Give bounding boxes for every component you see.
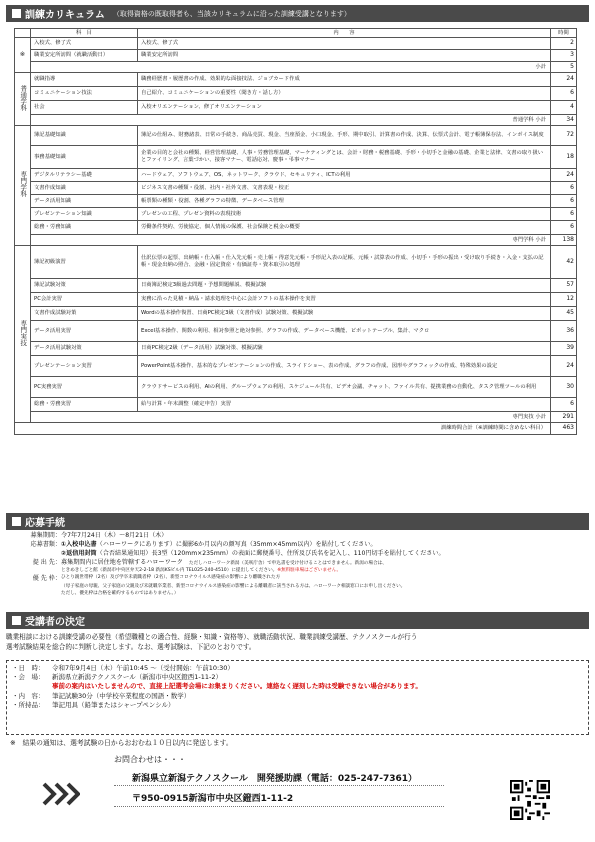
hours-cell: 24 bbox=[551, 356, 577, 377]
hours-cell: 45 bbox=[551, 307, 577, 321]
table-row bbox=[15, 221, 577, 235]
submit-row bbox=[14, 558, 584, 567]
content-cell: PowerPoint基本操作、基本的なプレゼンテーションの作成、スライドショー、表の作成、グラフの作成、図形やグラフィックの作成、特殊効果の設定 bbox=[138, 356, 551, 377]
content-cell: 仕訳伝票の起票、出納帳・仕入帳・仕入先元帳・売上帳・得意先元帳・手形記入表の記帳、元帳・試算表の作成、小切手・手形の振出・受け取り手続き・入金・支払の記帳・現金出納の照合、金融・固定資産・有価証券・資本取引の処理 bbox=[138, 246, 551, 279]
header-hours: 時間 bbox=[551, 29, 577, 38]
subject-cell: データ活用試験対策 bbox=[31, 342, 138, 356]
contact-section bbox=[40, 754, 570, 838]
content-cell: 日商PC検定2級（データ活用）試験対策、模擬試験 bbox=[138, 342, 551, 356]
table-row bbox=[15, 101, 577, 115]
subject-cell: 入校式、修了式 bbox=[31, 38, 138, 50]
decision-text-2: 選考試験結果を総合的に判断し決定します。なお、選考試験は、下記のとおりです。 bbox=[6, 643, 256, 651]
content-cell: ビジネス文書の種類・役割、社内・社外文書、文書表現・校正 bbox=[138, 182, 551, 195]
hours-cell: 30 bbox=[551, 377, 577, 398]
hours-cell: 6 bbox=[551, 398, 577, 412]
docs-row-2 bbox=[14, 549, 584, 558]
header-content: 内 容 bbox=[138, 29, 551, 38]
period-label: 募集期間： bbox=[30, 532, 61, 539]
chevron-arrows-icon bbox=[40, 774, 80, 814]
hours-cell: 6 bbox=[551, 195, 577, 208]
curriculum-title: 訓練カリキュラム bbox=[25, 10, 105, 21]
priority-1: ひとり親世帯枠（2名）及び学卒未就職者枠（2名）、新型コロナウイルス感染症の影響により離職された方 bbox=[61, 575, 281, 580]
doc1-name: ①入校申込書 bbox=[61, 541, 97, 548]
subject-cell: データ活用知識 bbox=[31, 195, 138, 208]
content-cell: 企業の目的と会社の種類、経営管理基礎、人事・労務管理基礎、マーケティングとは、会計・財務・税務基礎、手形・小切手と金融の基礎、企業と法律、文書の取り扱いとファイリング、言葉づかい、接客マナー、電話応対、慶事・弔事マナー bbox=[138, 146, 551, 169]
hours-cell: 6 bbox=[551, 87, 577, 101]
header-blank bbox=[15, 29, 31, 38]
content-cell: クラウドサービスの利用、AIの利用、グループウェアの利用、スケジュール共有、ビデオ会議、チャット、ファイル共有、提携業務の自動化、タスク管理ツールの利用 bbox=[138, 377, 551, 398]
submit-note-row bbox=[14, 567, 584, 574]
subtotal-row bbox=[15, 62, 577, 73]
curriculum-note: （取得資格の既取得者も、当該カリキュラムに沿った訓練受講となります） bbox=[112, 9, 351, 18]
period-value: 令7年7月24日（木）～8月21日（木） bbox=[61, 532, 168, 539]
decision-title: 受講者の決定 bbox=[25, 617, 85, 628]
subtotal-row bbox=[15, 115, 577, 126]
application-section bbox=[14, 531, 584, 597]
table-row bbox=[15, 321, 577, 342]
table-row bbox=[15, 293, 577, 307]
hours-cell: 3 bbox=[551, 50, 577, 62]
submit-label: 提 出 先： bbox=[32, 559, 61, 566]
content-cell: 入校オリエンテーション、修了オリエンテーション bbox=[138, 101, 551, 115]
decision-header bbox=[6, 612, 589, 629]
content-cell: 日商簿記検定3級過去問題・予想問題解説、模擬試験 bbox=[138, 279, 551, 293]
hours-cell: 39 bbox=[551, 342, 577, 356]
hours-cell: 36 bbox=[551, 321, 577, 342]
table-row bbox=[15, 342, 577, 356]
subject-cell: 総務・労務知識 bbox=[31, 221, 138, 235]
hours-cell: 6 bbox=[551, 182, 577, 195]
table-row bbox=[15, 169, 577, 182]
hours-cell: 18 bbox=[551, 146, 577, 169]
table-row bbox=[15, 73, 577, 87]
content-cell: Excel基本操作、関数の利用、相対参照と絶対参照、グラフの作成、データベース機能、ピボットテーブル、集計、マクロ bbox=[138, 321, 551, 342]
square-bullet-icon bbox=[12, 9, 21, 18]
exam-content-label: ・内 容： bbox=[12, 691, 45, 700]
subject-cell: 簿記試験対策 bbox=[31, 279, 138, 293]
hours-cell: 12 bbox=[551, 293, 577, 307]
content-cell: 簿記の仕組み、財務諸表、日常の手続き、商品売買、現金、当座預金、小口現金、手形、期中取引、計算書の作成、決算、伝票式会計、電子帳簿保存法、インボイス制度 bbox=[138, 126, 551, 146]
hours-cell: 57 bbox=[551, 279, 577, 293]
category-label: 専門学科 bbox=[19, 171, 28, 198]
content-cell: 職務経歴書・履歴書の作成、効果的な面接技法、ジョブカード作成 bbox=[138, 73, 551, 87]
hours-cell: 24 bbox=[551, 73, 577, 87]
table-header-row bbox=[15, 29, 577, 38]
priority-3: ただし、優先枠は合格を確約するものではありません。） bbox=[61, 591, 179, 596]
priority-label: 優 先 枠： bbox=[32, 575, 61, 582]
exam-items: 筆記用具（鉛筆またはシャープペンシル） bbox=[52, 700, 175, 709]
total-label: 訓練時間合計（※訓練時間に含めない科目） bbox=[15, 423, 551, 435]
decision-text-1: 職業相談における訓練受講の必要性（希望職種との適合性、経験・知識・資格等）、就職活動状況、職業訓練受講歴、テクノスクールが行う bbox=[6, 633, 418, 641]
exam-info-box bbox=[6, 660, 589, 735]
hours-cell: 24 bbox=[551, 169, 577, 182]
priority-row-3 bbox=[14, 590, 584, 597]
square-bullet-icon bbox=[12, 616, 21, 625]
table-row bbox=[15, 38, 577, 50]
curriculum-table bbox=[14, 28, 576, 435]
subtotal-label: 専門学科 小計 bbox=[31, 235, 551, 246]
table-row bbox=[15, 126, 577, 146]
subject-cell: 文書作成試験対策 bbox=[31, 307, 138, 321]
subject-cell: デジタルリテラシー基礎 bbox=[31, 169, 138, 182]
priority-row bbox=[14, 574, 584, 583]
subtotal-value: 291 bbox=[551, 412, 577, 423]
subtotal-row bbox=[15, 235, 577, 246]
header-subject: 科 目 bbox=[31, 29, 138, 38]
hours-cell: 72 bbox=[551, 126, 577, 146]
subtotal-label: 小計 bbox=[31, 62, 551, 73]
contact-divider bbox=[114, 785, 444, 786]
content-cell: 実務に沿った見積・納品・請求処理を中心に会計ソフトの基本操作を実習 bbox=[138, 293, 551, 307]
hours-cell: 2 bbox=[551, 38, 577, 50]
table-row bbox=[15, 146, 577, 169]
hours-cell: 6 bbox=[551, 208, 577, 221]
total-row bbox=[15, 423, 577, 435]
parking-note: ※無料駐車場はございません。 bbox=[277, 568, 342, 573]
subtotal-value: 34 bbox=[551, 115, 577, 126]
subject-cell: 文書作成知識 bbox=[31, 182, 138, 195]
content-cell: 労働条件契約、労使協定、個人情報の保護、社会保険と税金の概要 bbox=[138, 221, 551, 235]
exam-venue-note: 事前の案内はいたしませんので、直接上記選考会場にお集まりください。連絡なく遅刻した時は受験できない場合があります。 bbox=[52, 682, 422, 691]
submit-value: 募集期間内に居住地を管轄するハローワーク bbox=[61, 559, 183, 566]
content-cell: プレゼンの工程、プレゼン資料の表現技術 bbox=[138, 208, 551, 221]
priority-2: （母子家庭の母親、父子家庭の父親及び未就職卒業者、新型コロナウイルス感染症の影響による離職者に該当される方は、ハローワーク相談窓口にお申し出ください。 bbox=[61, 584, 406, 589]
exam-items-row bbox=[12, 701, 583, 710]
subject-cell: 事務基礎知識 bbox=[31, 146, 138, 169]
contact-divider bbox=[114, 806, 444, 807]
curriculum-header bbox=[6, 5, 589, 22]
content-cell: 自己紹介、コミュニケーションの重要性（聞き方・話し方） bbox=[138, 87, 551, 101]
subtotal-label: 普通学科 小計 bbox=[31, 115, 551, 126]
exam-date-label: ・日 時： bbox=[12, 664, 45, 672]
category-common bbox=[15, 73, 31, 126]
exam-venue: 新潟県立新潟テクノスクール（新潟市中央区鐙西1-11-2） bbox=[52, 673, 222, 682]
total-value: 463 bbox=[551, 423, 577, 435]
exam-date-row bbox=[12, 664, 583, 673]
exam-content-row bbox=[12, 692, 583, 701]
category-practice bbox=[15, 246, 31, 423]
contact-address: 〒950-0915新潟市中央区鐙西1-11-2 bbox=[132, 794, 294, 804]
qr-code-icon[interactable] bbox=[510, 780, 550, 820]
decision-text bbox=[6, 632, 589, 652]
table-row bbox=[15, 307, 577, 321]
subject-cell: データ活用実習 bbox=[31, 321, 138, 342]
content-cell: 入校式、修了式 bbox=[138, 38, 551, 50]
subject-cell: 職業安定所訪問（就職活動日） bbox=[31, 50, 138, 62]
exam-items-label: ・所持品： bbox=[12, 700, 45, 709]
exam-venue-label: ・会 場： bbox=[12, 673, 45, 682]
content-cell: Wordの基本操作復習、日商PC検定3級（文書作成）試験対策、模擬試験 bbox=[138, 307, 551, 321]
subject-cell: 就職指導 bbox=[31, 73, 138, 87]
subject-cell: PC会計実習 bbox=[31, 293, 138, 307]
table-row bbox=[15, 208, 577, 221]
exam-venue-note-row bbox=[12, 682, 583, 691]
subject-cell: 総務・労務実習 bbox=[31, 398, 138, 412]
hours-cell: 42 bbox=[551, 246, 577, 279]
application-title: 応募手続 bbox=[25, 518, 65, 529]
subject-cell: 簿記基礎知識 bbox=[31, 126, 138, 146]
subject-cell: 社会 bbox=[31, 101, 138, 115]
subtotal-row bbox=[15, 412, 577, 423]
table-row bbox=[15, 195, 577, 208]
exam-date: 令和7年9月4日（木）午前10:45 ～（受付開始：午前10:30） bbox=[52, 664, 234, 672]
hours-cell: 6 bbox=[551, 221, 577, 235]
table-row bbox=[15, 356, 577, 377]
content-cell: 職業安定所訪問 bbox=[138, 50, 551, 62]
table-row bbox=[15, 398, 577, 412]
content-cell: 帳票類の種類・役割、各種グラフの特徴、データベース管理 bbox=[138, 195, 551, 208]
subject-cell: プレゼンテーション知識 bbox=[31, 208, 138, 221]
priority-row-2 bbox=[14, 583, 584, 590]
category-label: 普通学科 bbox=[19, 84, 28, 111]
category-label: 専門実技 bbox=[19, 319, 28, 346]
submit-note-2: ときめきしごと館（新潟市中央区弁天2-2-18 新潟KSビル内 TEL025-240-4510）に提出してください。 bbox=[61, 568, 278, 573]
content-cell: 給与計算・年末調整（確定申告）実習 bbox=[138, 398, 551, 412]
table-row bbox=[15, 246, 577, 279]
table-row bbox=[15, 87, 577, 101]
subject-cell: 簿記初級演習 bbox=[31, 246, 138, 279]
subtotal-value: 5 bbox=[551, 62, 577, 73]
category-specialized bbox=[15, 126, 31, 246]
hours-cell: 4 bbox=[551, 101, 577, 115]
docs-row bbox=[14, 540, 584, 549]
subject-cell: PC実務実習 bbox=[31, 377, 138, 398]
result-note: ※ 結果の通知は、選考試験の日からおおむね１０日以内に発送します。 bbox=[10, 739, 233, 747]
contact-name-phone: 新潟県立新潟テクノスクール 開発援助課（電話：025-247-7361） bbox=[132, 774, 418, 784]
subject-cell: プレゼンテーション実習 bbox=[31, 356, 138, 377]
table-row bbox=[15, 50, 577, 62]
submit-note: ただしハローワーク新潟（美咲庁舎）で申込書を受け付けることはできません。新潟の場合は、 bbox=[188, 561, 387, 566]
doc2-name: ②返信用封筒 bbox=[61, 550, 97, 557]
general-mark: ※ bbox=[15, 38, 31, 73]
doc1-text: （ハローワークにあります）に撮影6か月以内の顔写真（35mm×45mm以内）を貼付してください。 bbox=[96, 541, 377, 548]
subtotal-label: 専門実技 小計 bbox=[31, 412, 551, 423]
contact-heading: お問合わせは・・・ bbox=[114, 755, 186, 764]
table-row bbox=[15, 377, 577, 398]
exam-content: 筆記試験30分（中学校卒業程度の国語・数学） bbox=[52, 691, 191, 700]
period-row bbox=[14, 531, 584, 540]
application-header bbox=[6, 513, 589, 530]
docs-label: 応募書類： bbox=[30, 541, 61, 548]
content-cell: ハードウェア、ソフトウェア、OS、ネットワーク、クラウド、セキュリティ、ICTの利用 bbox=[138, 169, 551, 182]
doc2-text: （合否結果通知用）長3型（120mm×235mm）の表面に郵便番号、住所及び氏名を記入し、110円切手を貼付してください。 bbox=[96, 550, 445, 557]
subject-cell: コミュニケーション技法 bbox=[31, 87, 138, 101]
subtotal-value: 138 bbox=[551, 235, 577, 246]
table-row bbox=[15, 182, 577, 195]
square-bullet-icon bbox=[12, 517, 21, 526]
table-row bbox=[15, 279, 577, 293]
